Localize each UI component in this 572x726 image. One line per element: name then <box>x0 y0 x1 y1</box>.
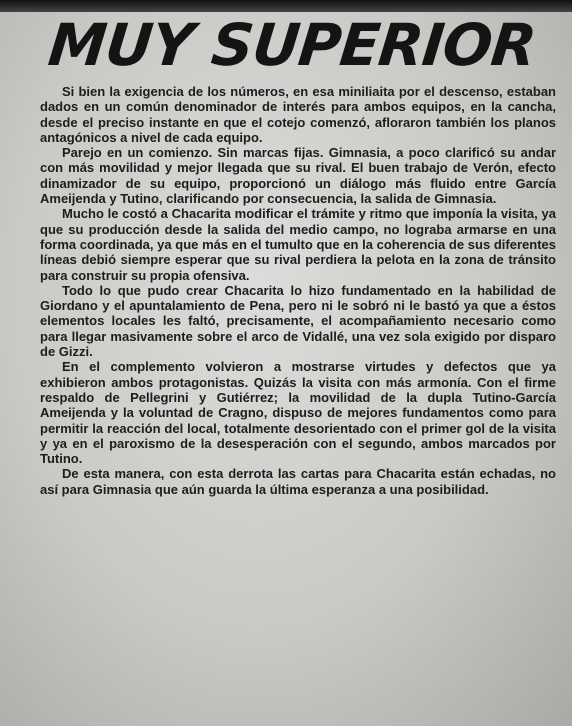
article-paragraph: De esta manera, con esta derrota las cartas para Chacarita están echadas, no así para Gimnasia que aún guarda la última esperanza a una posibilidad. <box>40 466 556 497</box>
article-body <box>40 84 556 497</box>
article-paragraph: Todo lo que pudo crear Chacarita lo hizo fundamentado en la habilidad de Giordano y el apuntalamiento de Pena, pero ni le sobró ni le bastó ya que a éstos elementos locales les faltó, precisamente, el acompañamiento necesario como para llegar masivamente sobre el arco de Vidallé, una vez sola exigido por disparo de Gizzi. <box>40 282 556 360</box>
article-paragraph: Mucho le costó a Chacarita modificar el trámite y ritmo que imponía la visita, ya que su producción desde la salida del medio campo, no lograba armarse en una forma coordinada, ya que más en el tumulto que en la coherencia de sus diferentes líneas debió siempre esperar que su rival perdiera la pelota en la zona de tránsito para construir su propia ofensiva. <box>40 206 556 283</box>
article-paragraph: Parejo en un comienzo. Sin marcas fijas. Gimnasia, a poco clarificó su andar con más movilidad y mejor llegada que su rival. El buen trabajo de Verón, efecto dinamizador de su equipo, proporcionó un diálogo más fluido entre García Ameijenda y Tutino, clarificando por consecuencia, la salida de Gimnasia. <box>40 145 556 207</box>
headline: MUY SUPERIOR <box>45 11 539 79</box>
article-paragraph: En el complemento volvieron a mostrarse virtudes y defectos que ya exhibieron ambos protagonistas. Quizás la visita con más armonía. Con el firme respaldo de Pellegrini y Gutiérrez; la movilidad de la dupla Tutino-García Ameijenda y la voluntad de Cragno, dispuso de mejores fundamentos como para permitir la reacción del local, totalmente desorientado con el primer gol de la visita y ya en el paroxismo de la desesperación con el segundo, ambos marcados por Tutino. <box>40 359 556 467</box>
article-paragraph: Si bien la exigencia de los números, en esa miniliaita por el descenso, estaban dados en un común denominador de interés para ambos equipos, en la cancha, desde el preciso instante en que el cotejo comenzó, afloraron también los planos antagónicos a nivel de cada equipo. <box>40 84 556 145</box>
